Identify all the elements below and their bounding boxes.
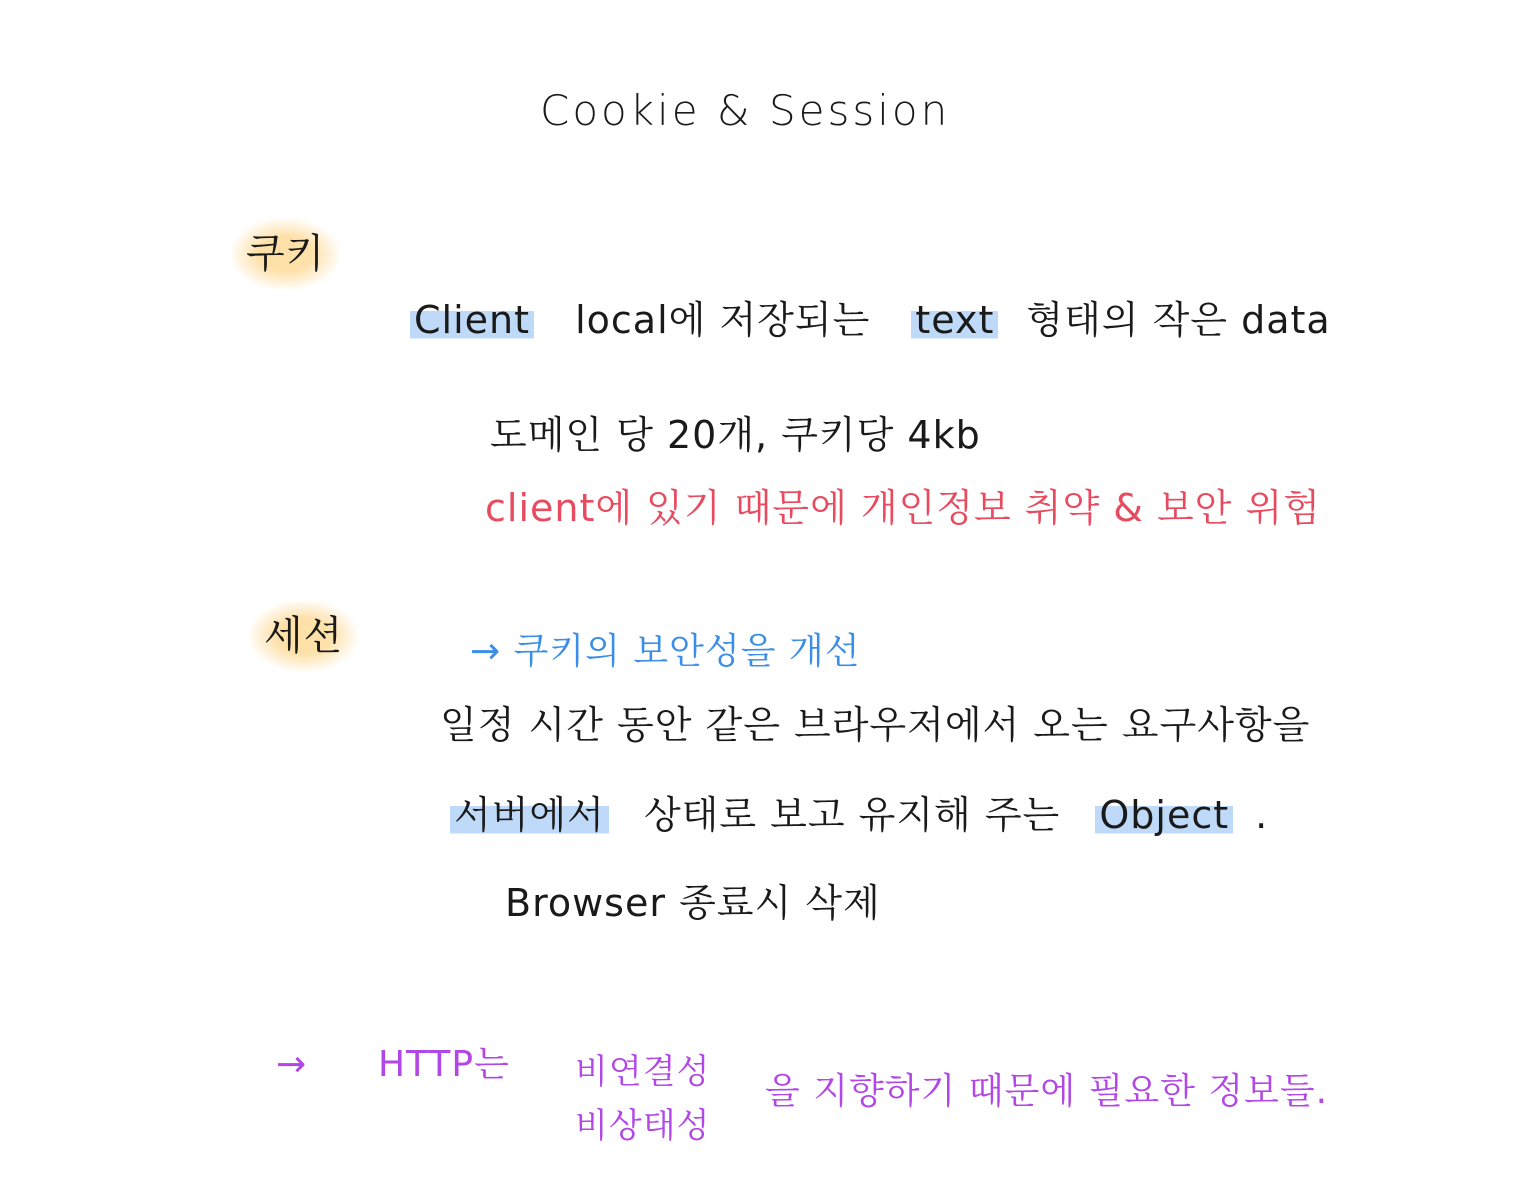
cookie-risk: client에 있기 때문에 개인정보 취약 & 보안 위험 (485, 486, 1321, 530)
http-properties (575, 1045, 710, 1154)
cookie-def-local: local에 저장되는 (575, 298, 871, 342)
session-def-server: 서버에서 (450, 793, 609, 837)
session-label-text: 세션 (250, 601, 357, 671)
session-def-line1: 일정 시간 동안 같은 브라우저에서 오는 요구사항을 (440, 703, 1311, 747)
session-def-object: Object (1095, 793, 1233, 837)
page-title: Cookie & Session (540, 86, 951, 135)
session-def-line2 (450, 795, 1290, 837)
http-prop-connectionless: 비연결성 (575, 1052, 711, 1092)
cookie-definition (410, 300, 1359, 342)
session-browser-delete: Browser 종료시 삭제 (505, 881, 881, 925)
http-arrow-icon: → (276, 1044, 308, 1085)
cookie-def-text: text (911, 298, 998, 342)
session-arrow-note: → 쿠키의 보안성을 개선 (470, 631, 861, 672)
session-section-label (250, 614, 357, 658)
session-def-end: . (1255, 793, 1269, 837)
http-tail: 을 지향하기 때문에 필요한 정보들. (765, 1071, 1329, 1112)
cookie-def-rest: 형태의 작은 data (1026, 298, 1331, 342)
cookie-def-client: Client (410, 298, 534, 342)
http-prop-stateless: 비상태성 (575, 1106, 711, 1147)
cookie-label-text: 쿠키 (232, 219, 339, 289)
cookie-limit: 도메인 당 20개, 쿠키당 4kb (490, 413, 981, 457)
http-subject: HTTP는 (378, 1044, 510, 1085)
session-def-mid: 상태로 보고 유지해 주는 (643, 793, 1061, 837)
cookie-section-label (232, 232, 339, 276)
